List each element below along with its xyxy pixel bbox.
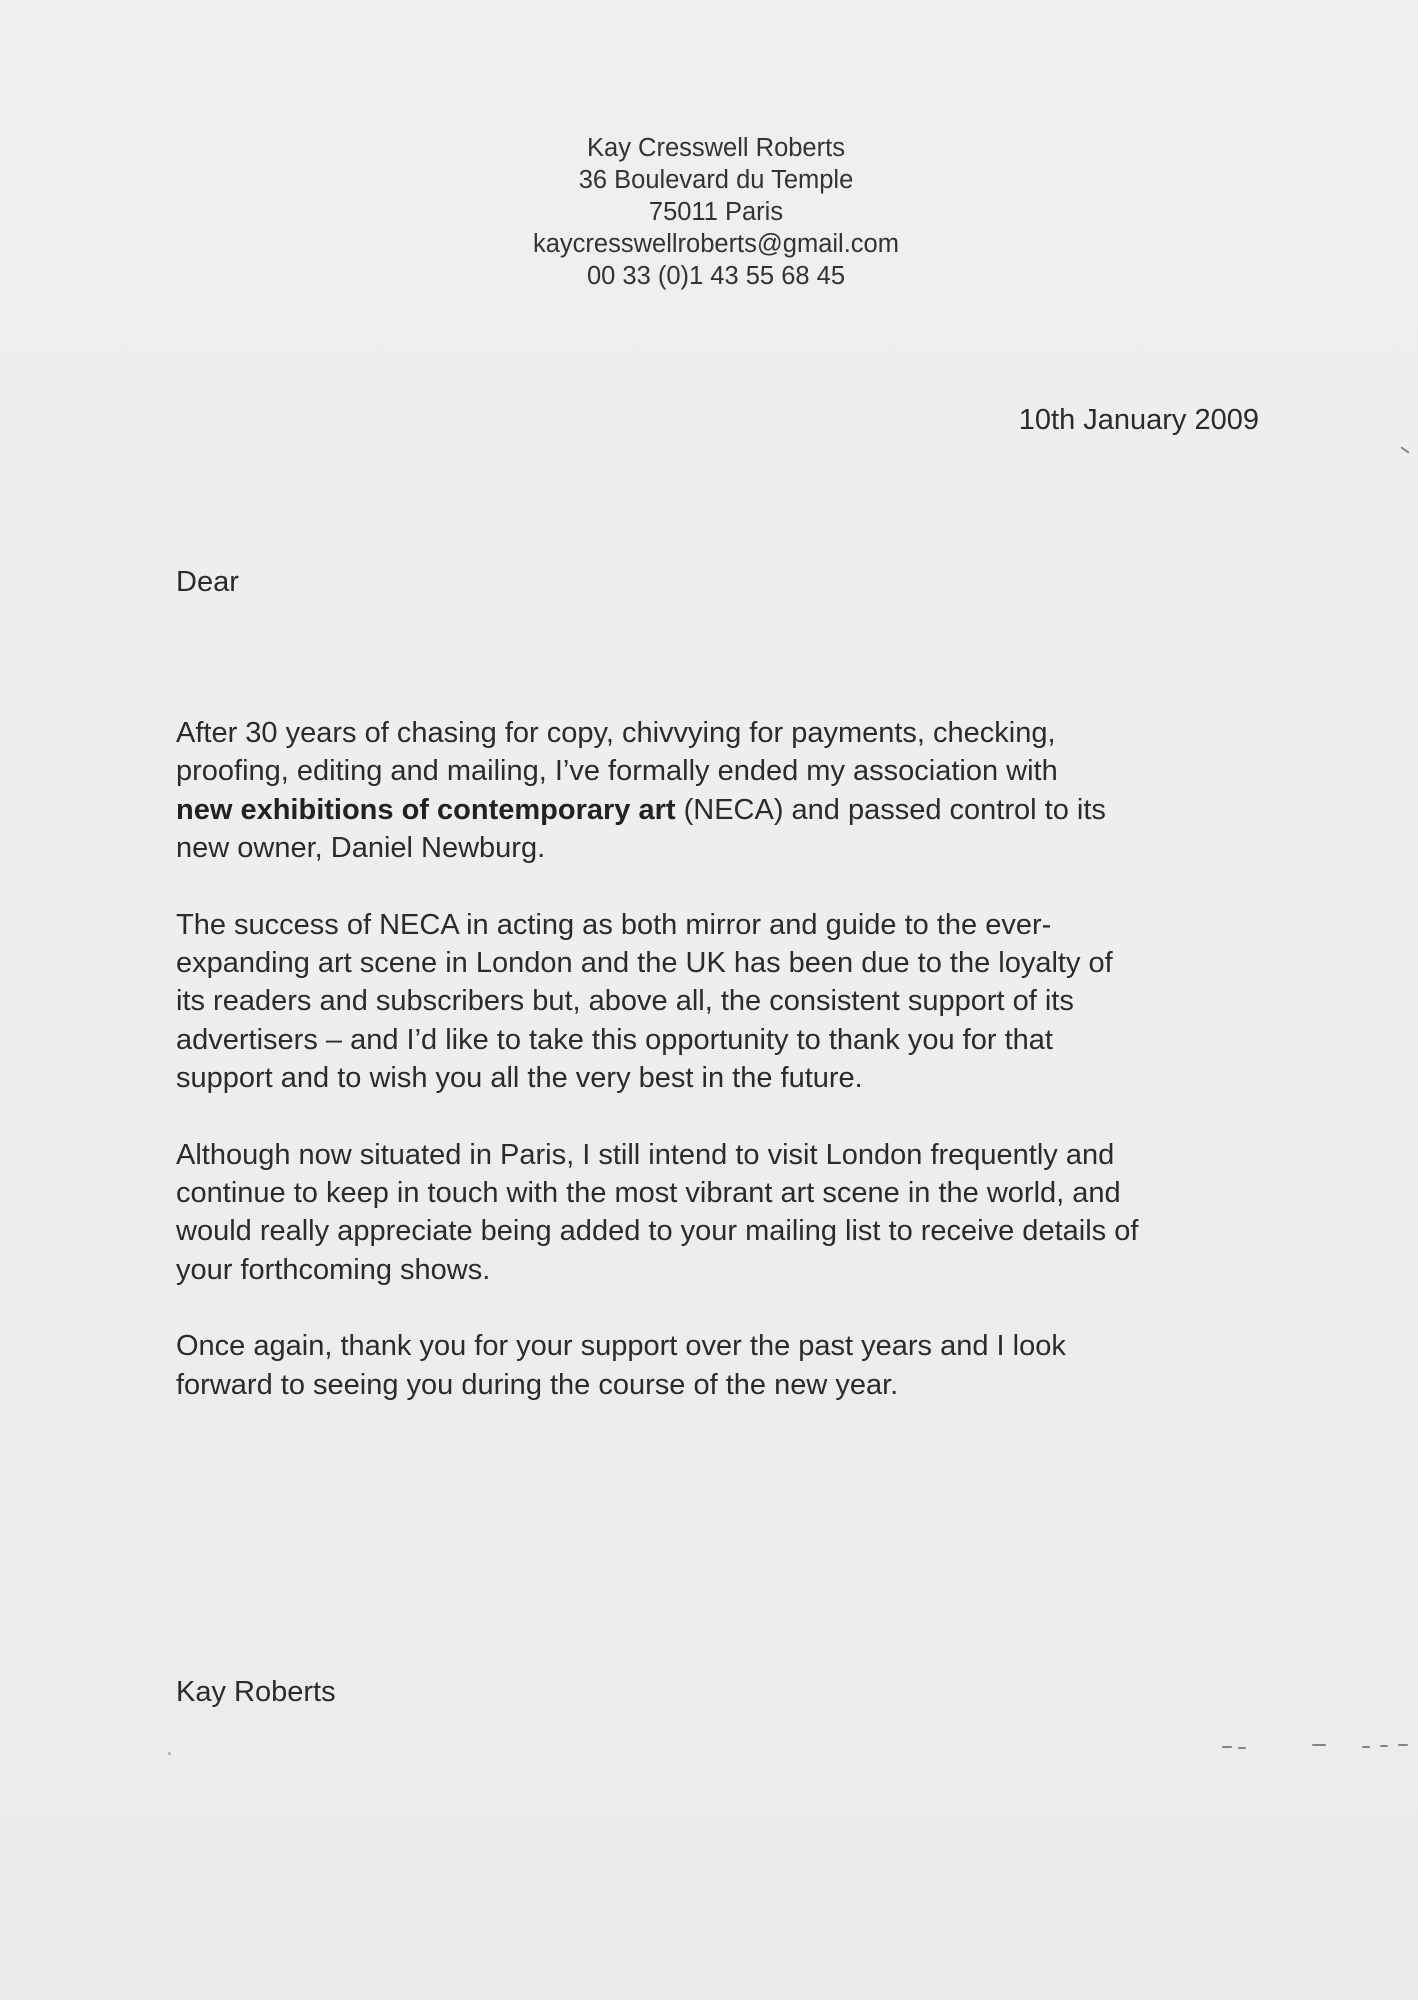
sender-city: 75011 Paris <box>648 198 784 226</box>
body-line: proofing, editing and mailing, I’ve formally ended my association with <box>176 755 1058 788</box>
paragraph-4 <box>176 1327 1276 1404</box>
letter-date: 10th January 2009 <box>1018 404 1259 436</box>
body-line: Once again, thank you for your support over the past years and I look <box>176 1330 1066 1363</box>
body-line: forward to seeing you during the course of the new year. <box>176 1368 899 1401</box>
publication-name: new exhibitions of contemporary art <box>176 793 676 826</box>
paragraph-3 <box>176 1136 1276 1290</box>
sender-address-block <box>0 132 1418 292</box>
scan-artifact <box>1398 1744 1408 1746</box>
sender-name: Kay Cresswell Roberts <box>587 134 845 162</box>
body-line: The success of NECA in acting as both mirror and guide to the ever- <box>176 908 1052 941</box>
scan-artifact <box>1400 446 1409 453</box>
letter-body <box>176 714 1276 1442</box>
body-line: its readers and subscribers but, above all, the consistent support of its <box>176 985 1074 1018</box>
signature-name: Kay Roberts <box>176 1676 336 1708</box>
body-line: expanding art scene in London and the UK has been due to the loyalty of <box>176 947 1113 980</box>
scan-artifact <box>168 1752 171 1755</box>
body-line: would really appreciate being added to your mailing list to receive details of <box>176 1215 1139 1248</box>
scan-artifact <box>1238 1747 1246 1749</box>
body-line: Although now situated in Paris, I still intend to visit London frequently and <box>176 1138 1115 1171</box>
body-line: continue to keep in touch with the most vibrant art scene in the world, and <box>176 1177 1121 1210</box>
body-line: support and to wish you all the very best in the future. <box>176 1062 863 1095</box>
paragraph-2 <box>176 906 1276 1098</box>
scan-artifact <box>1362 1746 1370 1748</box>
scan-artifact <box>1312 1744 1326 1746</box>
salutation: Dear <box>176 566 239 598</box>
body-line: advertisers – and I’d like to take this opportunity to thank you for that <box>176 1023 1053 1056</box>
sender-phone: 00 33 (0)1 43 55 68 45 <box>586 262 846 290</box>
body-line-with-bold <box>176 791 1276 829</box>
scan-artifact <box>1222 1746 1232 1748</box>
body-line: your forthcoming shows. <box>176 1253 491 1286</box>
sender-email: kaycresswellroberts@gmail.com <box>533 230 899 258</box>
body-line-rest: (NECA) and passed control to its <box>675 793 1106 826</box>
sender-street: 36 Boulevard du Temple <box>578 166 854 194</box>
body-line: After 30 years of chasing for copy, chivvying for payments, checking, <box>176 717 1056 749</box>
body-line: new owner, Daniel Newburg. <box>176 832 546 865</box>
scan-artifact <box>1380 1745 1388 1747</box>
paragraph-1 <box>176 714 1276 868</box>
